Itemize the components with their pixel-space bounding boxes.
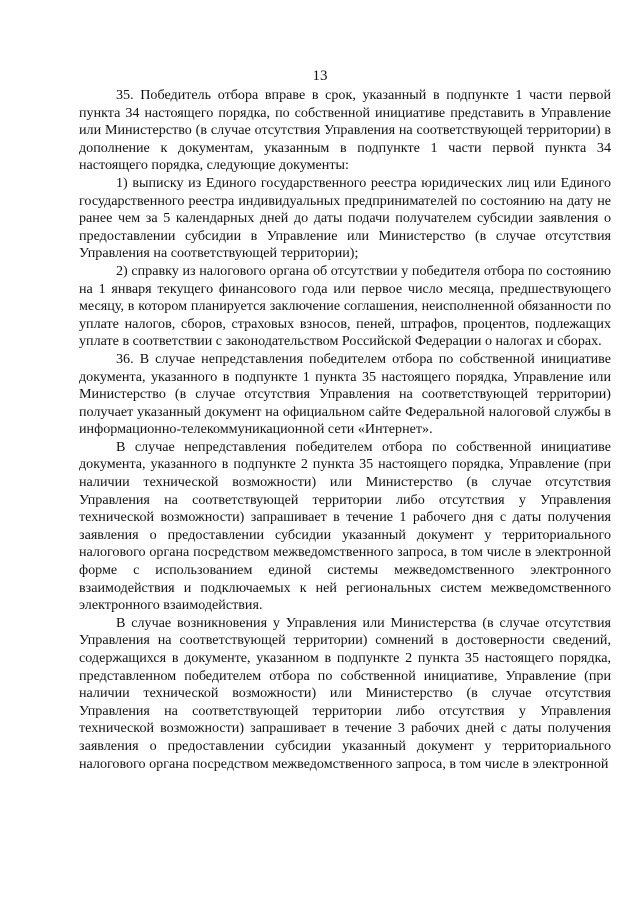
paragraph-36-part-3: В случае возникновения у Управления или Министерства (в случае отсутствия Управления на соответствующей территории) сомнений в достоверности сведений, содержащихся в документе, указанном в подпункте 2 пункта 35 настоящего порядка, представленном победителем отбора по собственной инициативе, Управление (при наличии технической возможности) или Министерство (в случае отсутствия Управления на соответствующей территории либо отсутствия у Управления технической возможности) запрашивает в течение 3 рабочих дней с даты получения заявления о предоставлении субсидии указанный документ у территориального налогового органа посредством межведомственного запроса, в том числе в электронной (79, 614, 611, 772)
document-body (79, 87, 611, 773)
paragraph-35-item-1: 1) выписку из Единого государственного реестра юридических лиц или Единого государственного реестра индивидуальных предпринимателей по состоянию на дату не ранее чем за 5 календарных дней до даты подачи получателем субсидии заявления о предоставлении субсидии в Управление или Министерство (в случае отсутствия Управления на соответствующей территории); (79, 174, 611, 262)
paragraph-35: 35. Победитель отбора вправе в срок, указанный в подпункте 1 части первой пункта 34 настоящего порядка, по собственной инициативе представить в Управление или Министерство (в случае отсутствия Управления на соответствующей территории) в дополнение к документам, указанным в подпункте 1 части первой пункта 34 настоящего порядка, следующие документы: (79, 87, 611, 174)
paragraph-36-part-2: В случае непредставления победителем отбора по собственной инициативе документа, указанного в подпункте 2 пункта 35 настоящего порядка, Управление (при наличии технической возможности) или Министерство (в случае отсутствия Управления на соответствующей территории либо отсутствия у Управления технической возможности) запрашивает в течение 1 рабочего дня с даты получения заявления о предоставлении субсидии указанный документ у территориального налогового органа посредством межведомственного запроса, в том числе в электронной форме с использованием единой системы межведомственного электронного взаимодействия и подключаемых к ней региональных систем межведомственного электронного взаимодействия. (79, 438, 611, 614)
paragraph-36: 36. В случае непредставления победителем отбора по собственной инициативе документа, указанного в подпункте 1 пункта 35 настоящего порядка, Управление или Министерство (в случае отсутствия Управления на соответствующей территории) получает указанный документ на официальном сайте Федеральной налоговой службы в информационно-телекоммуникационной сети «Интернет». (79, 350, 611, 438)
page-number: 13 (312, 68, 328, 84)
paragraph-35-item-2: 2) справку из налогового органа об отсутствии у победителя отбора по состоянию на 1 января текущего финансового года или первое число месяца, предшествующего месяцу, в котором планируется заключение соглашения, неисполненной обязанности по уплате налогов, сборов, страховых взносов, пеней, штрафов, процентов, подлежащих уплате в соответствии с законодательством Российской Федерации о налогах и сборах. (79, 262, 611, 350)
